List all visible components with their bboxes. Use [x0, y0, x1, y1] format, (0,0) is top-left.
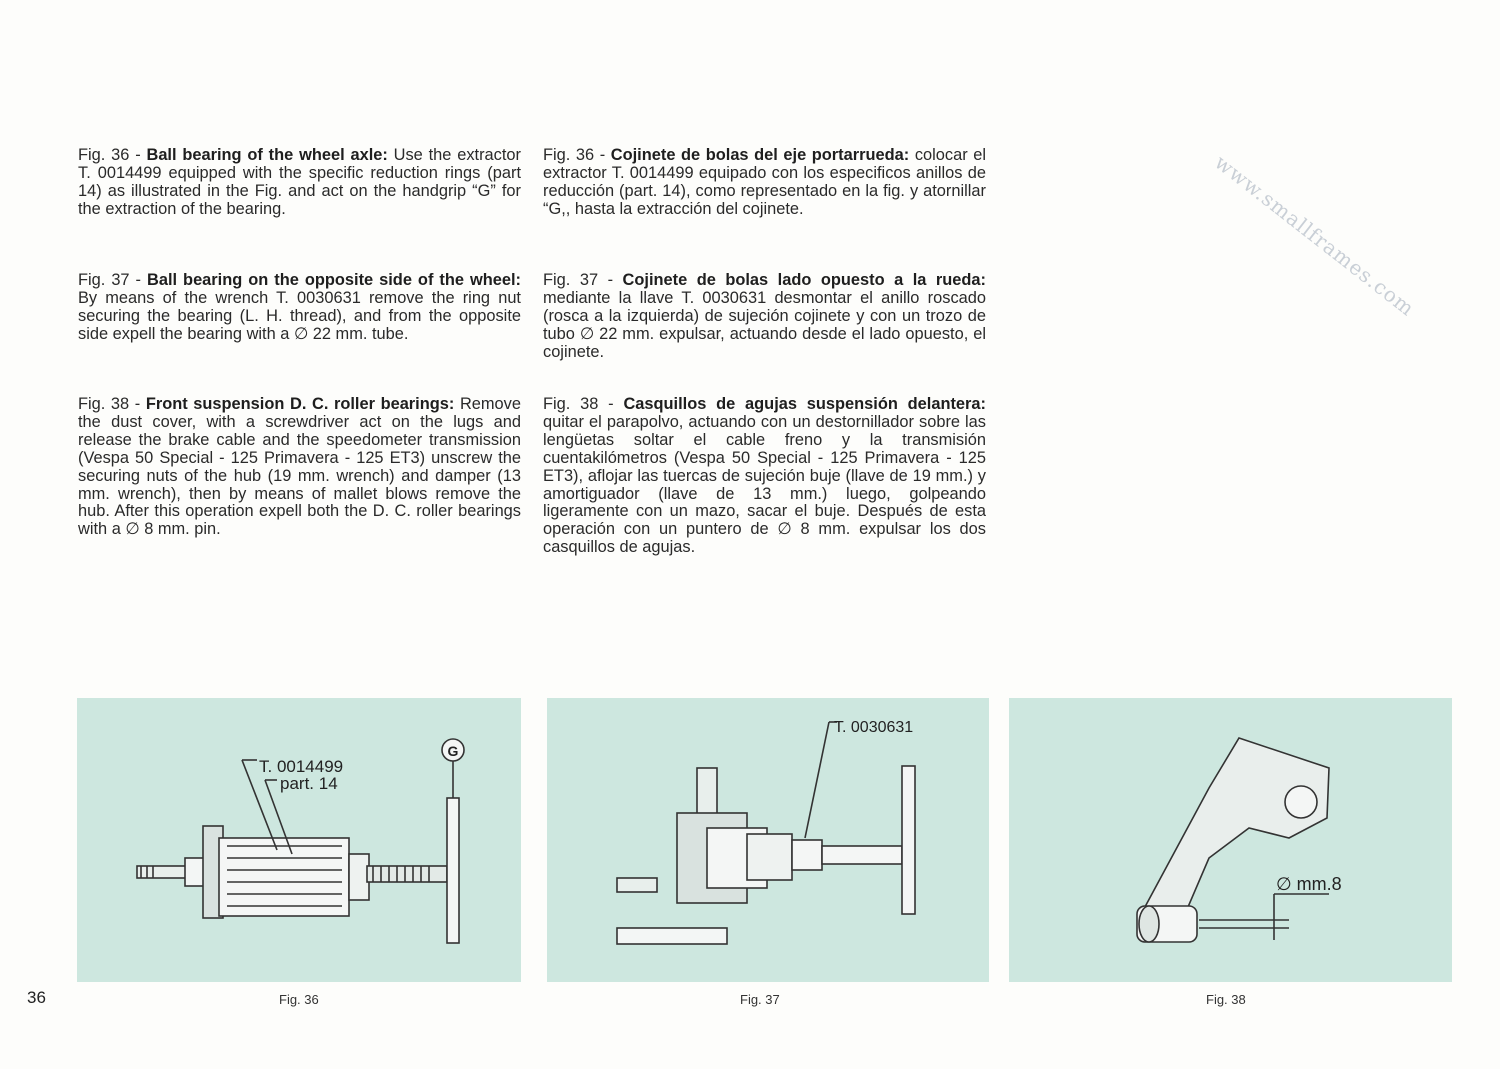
page-number: 36: [27, 988, 46, 1007]
en-paragraph-fig36: [78, 147, 521, 219]
en-fig37-title: Ball bearing on the opposite side of the wheel:: [147, 271, 521, 289]
en-fig36-body: Use the extractor T. 0014499 equipped with the specific reduction rings (part 14) as illustrated in the Fig. and act on the handgrip “G” for the extraction of the bearing.: [78, 146, 521, 218]
es-fig37-body: mediante la llave T. 0030631 desmontar el anillo roscado (rosca a la izquierda) de sujeción cojinete y con un trozo de tubo ∅ 22 mm. expulsar, actuando desde el lado opuesto, el cojinete.: [543, 288, 986, 361]
en-fig38-title: Front suspension D. C. roller bearings:: [145, 395, 455, 413]
en-fig38-body: Remove the dust cover, with a screwdriver act on the lugs and release the brake cable and the speedometer transmission (Vespa 50 Special - 125 Primavera - 125 ET3) unscrew the securing nuts of the hub (19 mm. wrench) and damper (13 mm. wrench), then by means of mallet blows remove the hub. After this operation expell both the D. C. roller bearings with a ∅ 8 mm. pin.: [78, 395, 521, 539]
en-paragraph-fig38: [78, 396, 521, 539]
en-paragraph-fig37: [78, 272, 521, 344]
es-fig38-body: quitar el parapolvo, actuando con un destornillador sobre las lengüetas soltar el cable freno y la transmisión cuentakilómetros (Vespa 50 Special - 125 Primavera - 125 ET3), aflojar las tuercas de sujeción buje (llave de 19 mm.) y amortiguador (llave de 13 mm.) luego, golpeando ligeramente con un mazo, sacar el buje. Después de esta operación con un puntero de ∅ 8 mm. expulsar los dos casquillos de agujas.: [543, 412, 986, 557]
figure-37: [547, 698, 989, 982]
fig36-part-label: part. 14: [280, 774, 338, 793]
fig36-handle-label: G: [447, 743, 459, 759]
es-fig36-lead: Fig. 36 -: [543, 146, 611, 164]
fig36-caption: Fig. 36: [279, 992, 319, 1007]
en-fig37-lead: Fig. 37 -: [78, 271, 147, 289]
es-paragraph-fig37: [543, 272, 986, 362]
figure-36: [77, 698, 521, 982]
en-fig37-body: By means of the wrench T. 0030631 remove the ring nut securing the bearing (L. H. thread), and from the opposite side expell the bearing with a ∅ 22 mm. tube.: [78, 288, 521, 343]
es-fig37-lead: Fig. 37 -: [543, 271, 623, 289]
fig38-suspension-drawing: [1009, 698, 1452, 982]
fig36-extractor-drawing: [77, 698, 521, 982]
fig36-tool-label: T. 0014499: [259, 757, 344, 776]
es-fig36-title: Cojinete de bolas del eje portarrueda:: [610, 146, 910, 164]
es-fig37-title: Cojinete de bolas lado opuesto a la rueda:: [622, 271, 986, 289]
fig38-pin-label: ∅ mm.8: [1276, 874, 1342, 894]
es-fig38-lead: Fig. 38 -: [543, 395, 624, 413]
watermark-text: www.smallframes.com: [1210, 150, 1420, 321]
figure-38: [1009, 698, 1452, 982]
en-fig38-lead: Fig. 38 -: [78, 395, 146, 413]
es-paragraph-fig38: [543, 396, 986, 557]
en-fig36-title: Ball bearing of the wheel axle:: [146, 146, 388, 164]
fig37-wrench-drawing: [547, 698, 989, 982]
fig37-tool-label: T. 0030631: [834, 719, 914, 736]
es-paragraph-fig36: [543, 147, 986, 219]
fig37-caption: Fig. 37: [740, 992, 780, 1007]
es-fig38-title: Casquillos de agujas suspensión delantera:: [623, 395, 986, 413]
en-fig36-lead: Fig. 36 -: [78, 146, 147, 164]
fig38-caption: Fig. 38: [1206, 992, 1246, 1007]
es-fig36-body: colocar el extractor T. 0014499 equipado con los especificos anillos de reducción (part. 14), como representado en la fig. y atornillar “G,, hasta la extracción del cojinete.: [543, 146, 987, 218]
